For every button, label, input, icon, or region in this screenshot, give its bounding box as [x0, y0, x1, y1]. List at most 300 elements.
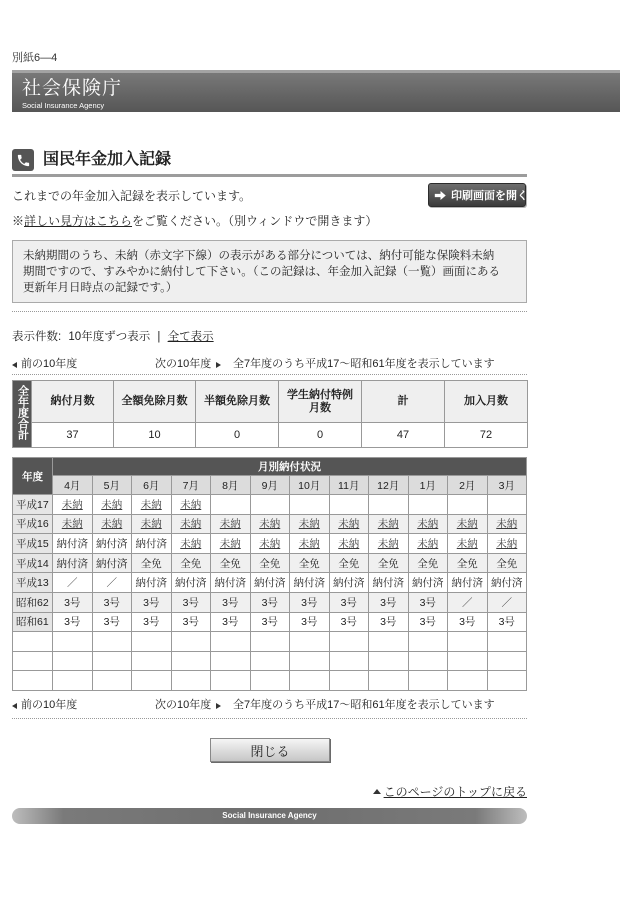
payment-status: 全免 — [456, 557, 478, 570]
month-status-cell — [211, 573, 251, 593]
month-header: 7月 — [171, 476, 211, 495]
payment-status: 納付済 — [135, 577, 167, 590]
pager-bottom — [12, 698, 527, 713]
month-status-cell — [408, 612, 448, 632]
year-cell: 平成13 — [13, 573, 53, 593]
pager-top — [12, 357, 527, 372]
unpaid-status: 未納 — [338, 518, 360, 531]
year-row — [13, 495, 527, 515]
payment-status: 納付済 — [96, 557, 128, 570]
back-to-top-link[interactable] — [373, 785, 527, 799]
empty-cell — [171, 651, 211, 671]
payment-status: 全免 — [180, 557, 202, 570]
year-cell: 平成15 — [13, 534, 53, 554]
next-decade-label: 次の10年度 — [155, 699, 212, 711]
unpaid-status: 未納 — [298, 518, 320, 531]
month-status-cell — [92, 612, 132, 632]
payment-status: 全免 — [338, 557, 360, 570]
summary-table — [12, 380, 528, 448]
month-status-cell — [250, 592, 290, 612]
payment-status: 納付済 — [135, 537, 167, 550]
summary-value-row — [13, 423, 528, 448]
month-status-cell — [290, 612, 330, 632]
summary-column-header: 半額免除月数 — [196, 381, 279, 423]
payment-status: 3号 — [340, 596, 357, 609]
month-status-cell — [92, 592, 132, 612]
payment-status: 3号 — [261, 596, 278, 609]
empty-cell — [487, 671, 527, 691]
month-status-cell — [132, 534, 172, 554]
month-status-cell — [92, 573, 132, 593]
month-status-cell — [369, 495, 409, 515]
empty-cell — [369, 651, 409, 671]
notice-line: 期間ですので、すみやかに納付して下さい。（この記録は、年金加入記録（一覧）画面にある — [23, 266, 501, 278]
unpaid-status: 未納 — [180, 518, 202, 531]
summary-header-row — [13, 381, 528, 423]
month-status-cell — [408, 534, 448, 554]
notice-box — [12, 240, 527, 303]
payment-status: ／ — [462, 596, 473, 609]
payment-status: 全免 — [417, 557, 439, 570]
payment-status: 全免 — [140, 557, 162, 570]
summary-column-header: 学生納付特例月数 — [279, 381, 362, 423]
payment-status: 納付済 — [451, 577, 483, 590]
empty-cell — [290, 651, 330, 671]
month-status-cell — [171, 534, 211, 554]
arrow-right-icon — [434, 189, 447, 202]
unpaid-status: 未納 — [180, 498, 202, 511]
payment-status: 納付済 — [56, 557, 88, 570]
unpaid-status: 未納 — [377, 537, 399, 550]
empty-cell — [369, 632, 409, 652]
display-count-separator: | — [157, 331, 161, 343]
month-header: 6月 — [132, 476, 172, 495]
month-header-row — [13, 476, 527, 495]
summary-value-cell: 10 — [114, 423, 196, 448]
empty-cell — [13, 632, 53, 652]
next-decade-link[interactable] — [155, 698, 221, 713]
month-status-cell — [369, 514, 409, 534]
unpaid-status: 未納 — [496, 518, 518, 531]
empty-cell — [408, 651, 448, 671]
display-count-label: 表示件数: — [12, 331, 62, 343]
intro-text: これまでの年金加入記録を表示しています。 — [12, 189, 252, 203]
payment-status: 3号 — [143, 616, 160, 629]
month-status-cell — [211, 534, 251, 554]
payment-status: 3号 — [222, 616, 239, 629]
payment-status: 3号 — [340, 616, 357, 629]
summary-column-header: 計 — [362, 381, 445, 423]
payment-status: 3号 — [301, 616, 318, 629]
month-status-cell — [211, 553, 251, 573]
month-status-cell — [250, 514, 290, 534]
month-status-cell — [132, 495, 172, 515]
summary-value-cell: 0 — [196, 423, 279, 448]
month-status-cell — [250, 534, 290, 554]
pager-status: 全7年度のうち平成17〜昭和61年度を表示しています — [233, 699, 495, 711]
unpaid-status: 未納 — [377, 518, 399, 531]
payment-status: 納付済 — [254, 577, 286, 590]
unpaid-status: 未納 — [61, 498, 83, 511]
unpaid-status: 未納 — [496, 537, 518, 550]
page-title: 国民年金加入記録 — [43, 151, 172, 168]
year-row — [13, 514, 527, 534]
month-status-cell — [329, 534, 369, 554]
year-cell: 平成14 — [13, 553, 53, 573]
summary-column-header: 加入月数 — [445, 381, 528, 423]
month-status-cell — [250, 553, 290, 573]
year-cell: 昭和62 — [13, 592, 53, 612]
empty-row — [13, 632, 527, 652]
summary-value-cell: 0 — [279, 423, 362, 448]
payment-status: 3号 — [419, 596, 436, 609]
payment-status: ／ — [501, 596, 512, 609]
month-status-cell — [250, 612, 290, 632]
display-count-current: 10年度ずつ表示 — [68, 331, 151, 343]
month-status-cell — [448, 553, 488, 573]
previous-decade-link[interactable] — [12, 357, 77, 372]
unpaid-status: 未納 — [101, 498, 123, 511]
month-status-cell — [487, 592, 527, 612]
month-status-cell — [211, 495, 251, 515]
empty-cell — [329, 671, 369, 691]
empty-cell — [448, 632, 488, 652]
month-status-cell — [290, 573, 330, 593]
month-status-cell — [171, 573, 211, 593]
month-status-cell — [369, 592, 409, 612]
payment-status: 3号 — [380, 616, 397, 629]
empty-cell — [448, 651, 488, 671]
unpaid-status: 未納 — [180, 537, 202, 550]
payment-status: 全免 — [377, 557, 399, 570]
unpaid-status: 未納 — [417, 537, 439, 550]
month-header: 8月 — [211, 476, 251, 495]
help-suffix: をご覧ください。（別ウィンドウで開きます） — [132, 214, 378, 228]
unpaid-status: 未納 — [338, 537, 360, 550]
payment-status: 納付済 — [56, 537, 88, 550]
month-status-cell — [211, 592, 251, 612]
month-header: 12月 — [369, 476, 409, 495]
month-status-cell — [171, 553, 211, 573]
month-status-cell — [132, 592, 172, 612]
empty-cell — [487, 632, 527, 652]
unpaid-status: 未納 — [456, 518, 478, 531]
help-link[interactable]: 詳しい見方はこちら — [24, 214, 133, 228]
previous-decade-link[interactable] — [12, 698, 77, 713]
payment-status: 納付済 — [491, 577, 523, 590]
empty-cell — [13, 651, 53, 671]
month-status-cell — [408, 514, 448, 534]
summary-value-cell: 72 — [445, 423, 528, 448]
month-header: 5月 — [92, 476, 132, 495]
month-status-cell — [329, 573, 369, 593]
empty-cell — [53, 632, 93, 652]
empty-row — [13, 651, 527, 671]
month-status-cell — [290, 592, 330, 612]
month-status-cell — [53, 573, 93, 593]
pager-status: 全7年度のうち平成17〜昭和61年度を表示しています — [233, 358, 495, 370]
payment-status: 納付済 — [333, 577, 365, 590]
summary-value-cell: 37 — [32, 423, 114, 448]
month-status-cell — [329, 514, 369, 534]
month-header: 1月 — [408, 476, 448, 495]
empty-cell — [53, 671, 93, 691]
summary-row-header-label: 全年度合計 — [16, 384, 29, 440]
empty-cell — [132, 651, 172, 671]
month-status-cell — [408, 592, 448, 612]
month-status-cell — [329, 592, 369, 612]
back-to-top-row — [12, 784, 527, 800]
back-to-top-label: このページのトップに戻る — [383, 785, 527, 799]
month-status-cell — [448, 495, 488, 515]
empty-row — [13, 671, 527, 691]
month-status-cell — [132, 612, 172, 632]
month-status-cell — [487, 553, 527, 573]
month-status-cell — [408, 573, 448, 593]
triangle-left-icon — [12, 703, 17, 709]
month-status-cell — [211, 612, 251, 632]
empty-cell — [329, 632, 369, 652]
payment-status: 3号 — [261, 616, 278, 629]
monthly-status-header: 月別納付状況 — [53, 458, 527, 476]
payment-status: 3号 — [459, 616, 476, 629]
triangle-right-icon — [216, 362, 221, 368]
month-status-cell — [53, 592, 93, 612]
empty-cell — [250, 671, 290, 691]
month-status-cell — [53, 495, 93, 515]
empty-cell — [211, 651, 251, 671]
agency-name: 社会保険庁 — [22, 78, 123, 99]
month-status-cell — [487, 495, 527, 515]
month-status-cell — [487, 514, 527, 534]
empty-cell — [92, 632, 132, 652]
month-status-cell — [250, 573, 290, 593]
payment-status: 納付済 — [96, 537, 128, 550]
year-row — [13, 592, 527, 612]
payment-status: 全免 — [259, 557, 281, 570]
month-status-cell — [448, 514, 488, 534]
month-status-cell — [369, 573, 409, 593]
agency-name-english: Social Insurance Agency — [22, 101, 105, 110]
payment-status: 3号 — [498, 616, 515, 629]
month-status-cell — [53, 514, 93, 534]
summary-column-header: 全額免除月数 — [114, 381, 196, 423]
agency-banner — [12, 70, 620, 112]
empty-cell — [13, 671, 53, 691]
month-header: 2月 — [448, 476, 488, 495]
month-status-cell — [329, 553, 369, 573]
month-status-cell — [290, 553, 330, 573]
triangle-right-icon — [216, 703, 221, 709]
unpaid-status: 未納 — [259, 518, 281, 531]
month-status-cell — [171, 612, 211, 632]
month-status-cell — [448, 573, 488, 593]
payment-status: 3号 — [301, 596, 318, 609]
payment-status: 3号 — [103, 596, 120, 609]
year-cell: 平成17 — [13, 495, 53, 515]
close-button[interactable]: 閉じる — [210, 738, 330, 762]
unpaid-status: 未納 — [417, 518, 439, 531]
month-status-cell — [329, 612, 369, 632]
print-view-button[interactable] — [428, 183, 526, 207]
payment-status: 3号 — [182, 616, 199, 629]
month-header: 3月 — [487, 476, 527, 495]
dotted-divider — [12, 374, 527, 375]
unpaid-status: 未納 — [456, 537, 478, 550]
empty-cell — [211, 632, 251, 652]
payment-status: 納付済 — [175, 577, 207, 590]
payment-status: 全免 — [496, 557, 518, 570]
previous-decade-label: 前の10年度 — [21, 699, 78, 711]
month-status-cell — [92, 514, 132, 534]
month-status-cell — [53, 612, 93, 632]
triangle-up-icon — [373, 789, 381, 794]
payment-status: 納付済 — [293, 577, 325, 590]
empty-cell — [290, 671, 330, 691]
month-header: 11月 — [329, 476, 369, 495]
unpaid-status: 未納 — [61, 518, 83, 531]
payment-status: 3号 — [64, 596, 81, 609]
help-prefix: ※ — [12, 214, 25, 228]
monthly-table-body — [13, 495, 527, 691]
notice-line: 更新年月日時点の記録です。） — [23, 282, 178, 294]
help-line — [12, 213, 377, 229]
empty-cell — [250, 632, 290, 652]
empty-cell — [132, 632, 172, 652]
empty-cell — [171, 632, 211, 652]
month-status-cell — [487, 612, 527, 632]
payment-status: 3号 — [64, 616, 81, 629]
month-status-cell — [487, 534, 527, 554]
month-status-cell — [369, 553, 409, 573]
unpaid-status: 未納 — [140, 498, 162, 511]
year-row — [13, 612, 527, 632]
unpaid-status: 未納 — [101, 518, 123, 531]
year-cell: 昭和61 — [13, 612, 53, 632]
month-status-cell — [132, 514, 172, 534]
empty-cell — [92, 651, 132, 671]
empty-cell — [290, 632, 330, 652]
show-all-link[interactable]: 全て表示 — [167, 331, 214, 343]
payment-status: 全免 — [219, 557, 241, 570]
month-status-cell — [369, 612, 409, 632]
payment-status: 3号 — [103, 616, 120, 629]
empty-cell — [448, 671, 488, 691]
payment-status: ／ — [106, 577, 117, 590]
payment-status: 3号 — [143, 596, 160, 609]
month-status-cell — [329, 495, 369, 515]
next-decade-link[interactable] — [155, 357, 221, 372]
year-row — [13, 573, 527, 593]
empty-cell — [132, 671, 172, 691]
empty-cell — [329, 651, 369, 671]
month-status-cell — [408, 495, 448, 515]
month-status-cell — [290, 534, 330, 554]
unpaid-status: 未納 — [219, 518, 241, 531]
unpaid-status: 未納 — [298, 537, 320, 550]
empty-cell — [408, 632, 448, 652]
phone-icon — [12, 149, 34, 171]
unpaid-status: 未納 — [219, 537, 241, 550]
document-label: 別紙6—4 — [12, 52, 58, 64]
payment-status: 3号 — [182, 596, 199, 609]
title-underline — [12, 174, 527, 177]
month-status-cell — [250, 495, 290, 515]
empty-cell — [171, 671, 211, 691]
month-status-cell — [171, 495, 211, 515]
month-status-cell — [132, 573, 172, 593]
notice-line: 未納期間のうち、未納（赤文字下線）の表示がある部分については、納付可能な保険料未納 — [23, 250, 495, 262]
month-header: 10月 — [290, 476, 330, 495]
payment-status: 納付済 — [412, 577, 444, 590]
month-status-cell — [448, 534, 488, 554]
empty-cell — [53, 651, 93, 671]
month-status-cell — [290, 495, 330, 515]
payment-status: ／ — [67, 577, 78, 590]
year-cell: 平成16 — [13, 514, 53, 534]
footer-bar: Social Insurance Agency — [12, 808, 527, 824]
empty-cell — [211, 671, 251, 691]
print-view-button-label: 印刷画面を開く — [451, 190, 528, 202]
next-decade-label: 次の10年度 — [155, 358, 212, 370]
payment-status: 3号 — [222, 596, 239, 609]
summary-row-header — [13, 381, 32, 448]
month-status-cell — [487, 573, 527, 593]
month-status-cell — [290, 514, 330, 534]
month-status-cell — [92, 534, 132, 554]
previous-decade-label: 前の10年度 — [21, 358, 78, 370]
display-count-row — [12, 330, 214, 345]
month-status-cell — [211, 514, 251, 534]
unpaid-status: 未納 — [140, 518, 162, 531]
month-status-cell — [369, 534, 409, 554]
year-row — [13, 534, 527, 554]
month-header: 4月 — [53, 476, 93, 495]
empty-cell — [250, 651, 290, 671]
monthly-group-header-row — [13, 458, 527, 476]
year-column-header: 年度 — [13, 458, 53, 495]
month-status-cell — [171, 514, 211, 534]
empty-cell — [369, 671, 409, 691]
empty-cell — [487, 651, 527, 671]
payment-status: 3号 — [419, 616, 436, 629]
month-status-cell — [53, 553, 93, 573]
payment-status: 納付済 — [214, 577, 246, 590]
dotted-divider — [12, 311, 527, 312]
dotted-divider — [12, 718, 527, 719]
month-status-cell — [92, 553, 132, 573]
month-status-cell — [448, 612, 488, 632]
month-header: 9月 — [250, 476, 290, 495]
month-status-cell — [408, 553, 448, 573]
summary-column-header: 納付月数 — [32, 381, 114, 423]
monthly-payment-table — [12, 457, 527, 691]
unpaid-status: 未納 — [259, 537, 281, 550]
year-row — [13, 553, 527, 573]
payment-status: 全免 — [298, 557, 320, 570]
triangle-left-icon — [12, 362, 17, 368]
empty-cell — [408, 671, 448, 691]
payment-status: 納付済 — [372, 577, 404, 590]
empty-cell — [92, 671, 132, 691]
month-status-cell — [53, 534, 93, 554]
month-status-cell — [171, 592, 211, 612]
month-status-cell — [92, 495, 132, 515]
month-status-cell — [132, 553, 172, 573]
summary-value-cell: 47 — [362, 423, 445, 448]
month-status-cell — [448, 592, 488, 612]
payment-status: 3号 — [380, 596, 397, 609]
